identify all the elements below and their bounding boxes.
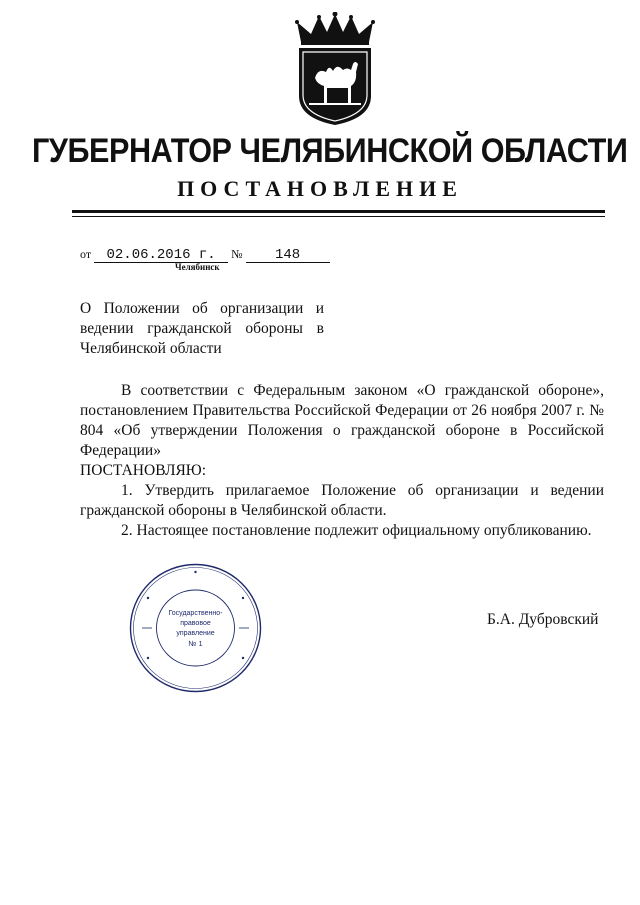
- header-rule-thin: [72, 216, 605, 217]
- date-prefix: от: [80, 247, 92, 261]
- city-name: Челябинск: [175, 262, 220, 272]
- number-prefix: №: [231, 247, 243, 261]
- document-date: 02.06.2016 г.: [94, 248, 228, 263]
- official-seal-icon: [128, 562, 263, 694]
- document-type: ПОСТАНОВЛЕНИЕ: [177, 176, 463, 201]
- resolution-item-1: 1. Утвердить прилагаемое Положение об организации и ведении гражданской обороны в Челябинской области.: [80, 482, 604, 519]
- document-number: 148: [246, 248, 330, 263]
- document-subject: О Положении об организации и ведении гражданской обороны в Челябинской области: [80, 300, 324, 357]
- header-rule-thick: [72, 210, 605, 213]
- seal-line-3: управление: [176, 630, 215, 637]
- seal-line-2: правовое: [180, 620, 211, 627]
- date-number-line: [80, 247, 330, 263]
- preamble-paragraph: В соответствии с Федеральным законом «О гражданской обороне», постановлением Правительства Российской Федерации от 26 ноября 2007 г. № 804 «Об утверждении Положения о гражданской обороне в Российской Федерации»: [80, 382, 604, 459]
- resolve-heading: ПОСТАНОВЛЯЮ:: [80, 462, 207, 479]
- seal-line-4: № 1: [188, 639, 203, 648]
- resolution-item-2: 2. Настоящее постановление подлежит официальному опубликованию.: [121, 522, 592, 539]
- coat-of-arms-icon: [291, 12, 379, 126]
- signatory-name: Б.А. Дубровский: [487, 611, 599, 628]
- seal-line-1: Государственно-: [168, 610, 223, 617]
- document-body: [80, 381, 604, 541]
- document-title: ГУБЕРНАТОР ЧЕЛЯБИНСКОЙ ОБЛАСТИ: [32, 132, 628, 170]
